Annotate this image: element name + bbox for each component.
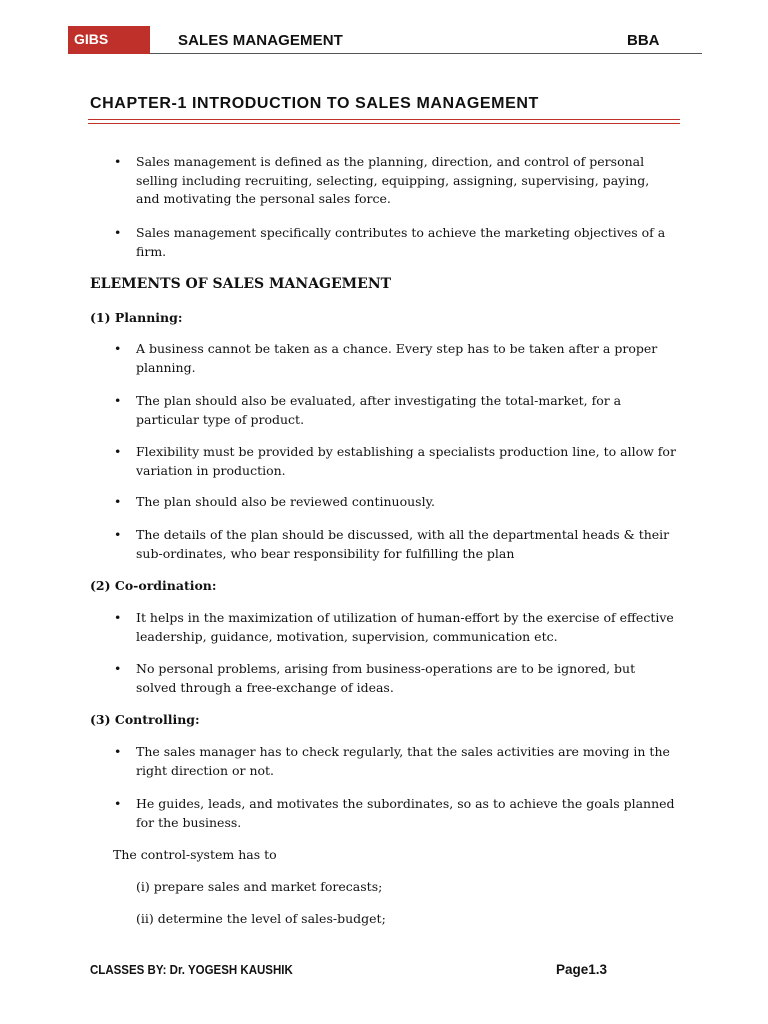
list-item-text: A business cannot be taken as a chance. Every step has to be taken after a proper planning. <box>136 341 658 375</box>
list-item <box>114 392 676 429</box>
list-item <box>114 660 676 697</box>
bullet-icon: • <box>114 744 122 759</box>
list-item-text: The sales manager has to check regularly, that the sales activities are moving in the right direction or not. <box>136 744 670 778</box>
planning-heading: (1) Planning: <box>90 310 183 325</box>
list-item-text: Sales management specifically contributes to achieve the marketing objectives of a firm. <box>136 225 666 259</box>
bullet-icon: • <box>114 225 122 240</box>
control-step: (ii) determine the level of sales-budget; <box>136 911 386 926</box>
list-item <box>114 153 676 209</box>
list-item <box>114 493 676 512</box>
bullet-icon: • <box>114 444 122 459</box>
list-item <box>114 443 676 480</box>
list-item-text: The plan should also be evaluated, after investigating the total-market, for a particular type of product. <box>136 393 622 427</box>
header-title: SALES MANAGEMENT <box>178 32 343 49</box>
list-item-text: No personal problems, arising from business-operations are to be ignored, but solved through a free-exchange of ideas. <box>136 661 636 695</box>
list-item-text: Flexibility must be provided by establishing a specialists production line, to allow for variation in production. <box>136 444 676 478</box>
list-item <box>114 526 676 563</box>
bullet-icon: • <box>114 341 122 356</box>
bullet-icon: • <box>114 527 122 542</box>
list-item <box>114 795 676 832</box>
list-item-text: The plan should also be reviewed continuously. <box>136 494 435 509</box>
list-item-text: It helps in the maximization of utilization of human-effort by the exercise of effective leadership, guidance, motivation, supervision, communication etc. <box>136 610 674 644</box>
header-divider <box>150 53 702 54</box>
chapter-rule-bottom <box>88 123 680 124</box>
list-item-text: The details of the plan should be discussed, with all the departmental heads & their sub-ordinates, who bear responsibility for fulfilling the plan <box>136 527 670 561</box>
list-item <box>114 340 676 377</box>
bullet-icon: • <box>114 393 122 408</box>
control-step: (i) prepare sales and market forecasts; <box>136 879 383 894</box>
list-item-text: He guides, leads, and motivates the subordinates, so as to achieve the goals planned for the business. <box>136 796 675 830</box>
list-item <box>114 224 676 261</box>
list-item-text: Sales management is defined as the planning, direction, and control of personal selling including recruiting, selecting, equipping, assigning, supervising, paying, and motivating the personal sales force. <box>136 154 650 206</box>
coordination-heading: (2) Co-ordination: <box>90 578 217 593</box>
header-badge: GIBS <box>68 26 150 54</box>
controlling-heading: (3) Controlling: <box>90 712 200 727</box>
bullet-icon: • <box>114 494 122 509</box>
list-item <box>114 609 676 646</box>
bullet-icon: • <box>114 661 122 676</box>
section-heading: ELEMENTS OF SALES MANAGEMENT <box>90 276 392 292</box>
page-number: Page1.3 <box>556 962 608 977</box>
chapter-title: CHAPTER-1 INTRODUCTION TO SALES MANAGEMENT <box>90 95 539 112</box>
header-course: BBA <box>627 32 660 49</box>
list-item <box>114 743 676 780</box>
bullet-icon: • <box>114 154 122 169</box>
chapter-rule-top <box>88 119 680 120</box>
bullet-icon: • <box>114 796 122 811</box>
control-intro: The control-system has to <box>113 847 277 862</box>
footer-author: CLASSES BY: Dr. YOGESH KAUSHIK <box>90 963 293 977</box>
bullet-icon: • <box>114 610 122 625</box>
